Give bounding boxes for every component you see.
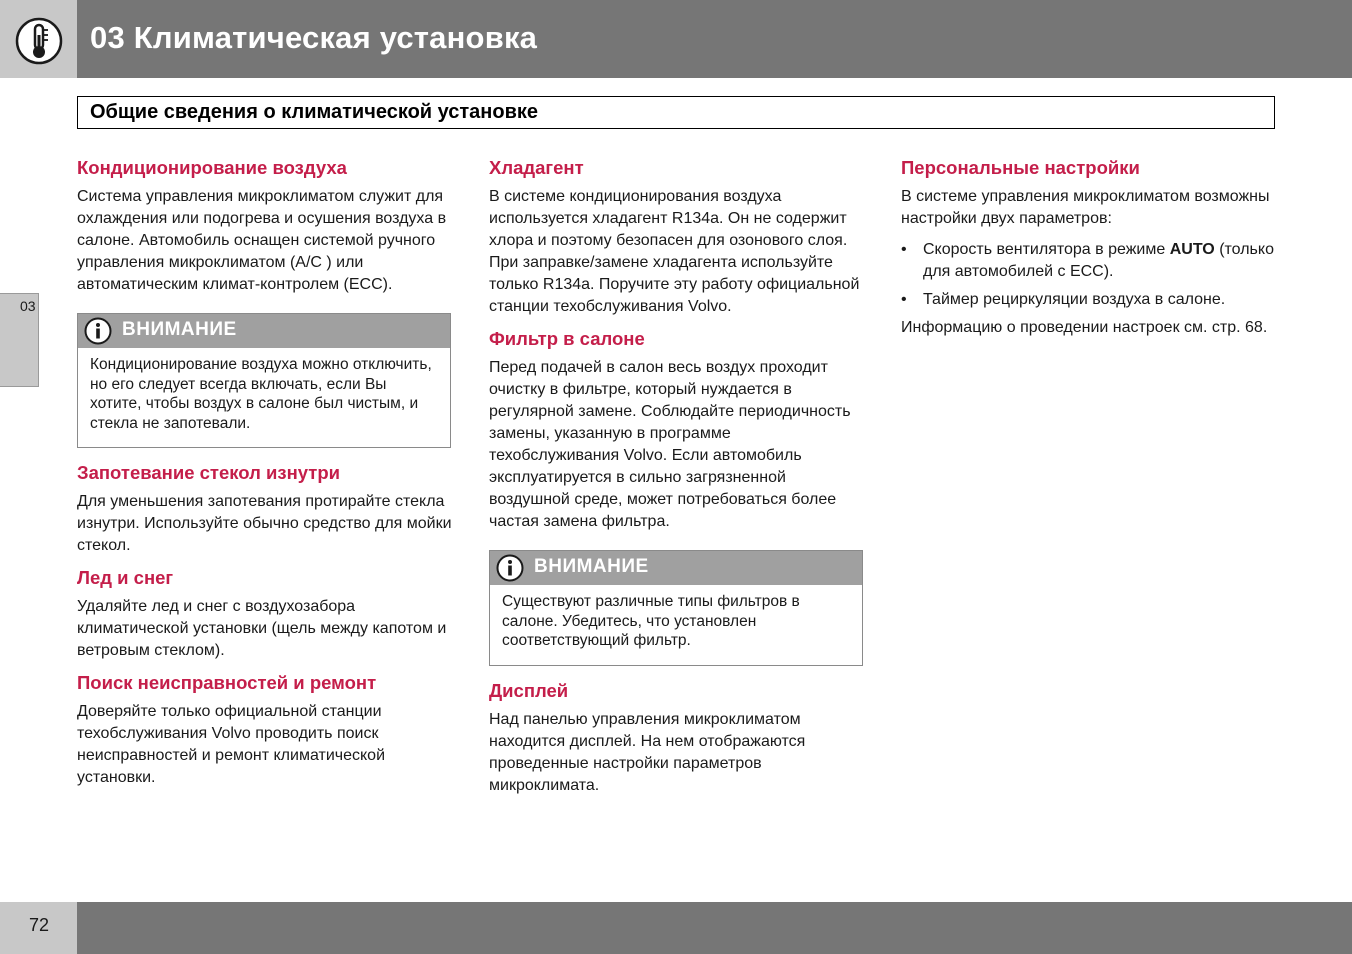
bullet-icon: • <box>901 291 907 308</box>
footer-page-box <box>0 902 77 954</box>
list-item-text: Таймер рециркуляции воздуха в салоне. <box>923 291 1226 308</box>
heading-cabin-filter: Фильтр в салоне <box>489 328 645 349</box>
page-number: 72 <box>29 915 50 935</box>
heading-repair: Поиск неисправностей и ремонт <box>77 672 377 693</box>
list-item-text: Скорость вентилятора в режиме <box>923 241 1170 258</box>
text-display: Над панелью управления микроклиматом находится дисплей. На нем отображаются проведенные настройки параметров микроклимата. <box>489 710 806 794</box>
heading-display: Дисплей <box>489 679 569 701</box>
list-item <box>901 239 1281 283</box>
info-icon <box>84 317 112 345</box>
header-icon-box <box>0 0 77 78</box>
text-fogging: Для уменьшения запотевания протирайте стекла изнутри. Используйте обычно средство для мойки стекол. <box>77 493 452 554</box>
notice-header <box>490 551 862 585</box>
text-personal-intro: В системе управления микроклиматом возможны настройки двух параметров: <box>901 188 1270 227</box>
section-title-box <box>77 96 1275 129</box>
thermometer-icon <box>15 17 63 65</box>
heading-personal-settings: Персональные настройки <box>901 157 1140 178</box>
column-middle <box>489 157 864 797</box>
text-personal-outro: Информацию о проведении настроек см. стр. 68. <box>901 319 1268 336</box>
heading-refrigerant: Хладагент <box>489 157 584 178</box>
notice-box <box>77 313 451 448</box>
info-icon <box>496 554 524 582</box>
bullet-icon: • <box>901 241 907 258</box>
notice-text: Существуют различные типы фильтров в салоне. Убедитесь, что установлен соответствующий фильтр. <box>502 593 800 649</box>
settings-list <box>901 239 1281 311</box>
notice-label: ВНИМАНИЕ <box>534 556 649 577</box>
list-item-text: (только для автомобилей с ECC). <box>923 241 1274 280</box>
notice-label: ВНИМАНИЕ <box>122 319 237 340</box>
section-title: Общие сведения о климатической установке <box>90 101 539 123</box>
text-refrigerant: В системе кондиционирования воздуха используется хладагент R134a. Он не содержит хлора и поэтому безопасен для озонового слоя. При заправке/замене хладагента используйте только R134a. Поручите эту работу официальной станции техобслуживания Volvo. <box>489 188 860 315</box>
heading-air-conditioning: Кондиционирование воздуха <box>77 157 347 178</box>
chapter-tab-label: 03 <box>20 298 36 314</box>
column-left <box>77 157 452 789</box>
heading-fogging: Запотевание стекол изнутри <box>77 462 341 483</box>
notice-header <box>78 314 450 348</box>
text-ice-snow: Удаляйте лед и снег с воздухозабора климатической установки (щель между капотом и ветровым стеклом). <box>77 598 447 659</box>
list-item <box>901 289 1281 311</box>
heading-ice-snow: Лед и снег <box>77 567 174 588</box>
chapter-tab[interactable] <box>0 293 39 387</box>
text-cabin-filter: Перед подачей в салон весь воздух проходит очистку в фильтре, который нуждается в регулярной замене. Соблюдайте периодичность замены, указанную в программе техобслуживания Volvo. Если автомобиль эксплуатируется в сильно загрязненной воздушной среде, может потребоваться более частая замена фильтра. <box>489 359 851 530</box>
page-title: 03 Климатическая установка <box>90 20 538 55</box>
notice-text: Кондиционирование воздуха можно отключить, но его следует всегда включать, если Вы хотите, чтобы воздух в салоне был чистым, и стекла не запотевали. <box>90 356 432 432</box>
notice-box <box>489 550 863 666</box>
list-item-bold: AUTO <box>1169 241 1215 258</box>
column-right <box>901 157 1281 339</box>
text-repair: Доверяйте только официальной станции техобслуживания Volvo проводить поиск неисправностей и ремонт климатической установки. <box>77 703 385 786</box>
text-air-conditioning: Система управления микроклиматом служит для охлаждения или подогрева и осушения воздуха в салоне. Автомобиль оснащен системой ручного управления микроклиматом (A/C ) или автоматическим климат-контролем (ECC). <box>77 188 447 293</box>
footer-band <box>77 902 1352 954</box>
